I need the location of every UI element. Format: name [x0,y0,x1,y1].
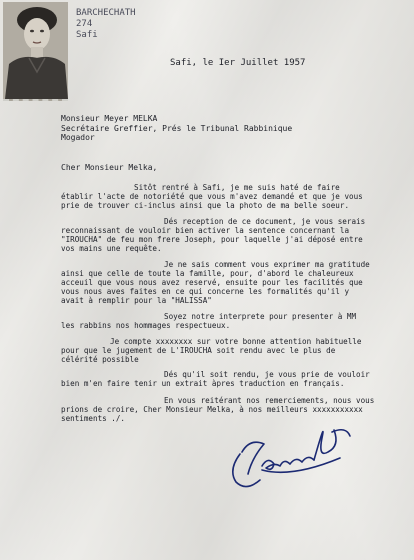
portrait-photo [3,2,68,101]
body-line: Sitôt rentré à Safi, je me suis haté de faire [134,183,340,192]
sender-block [76,8,136,41]
sender-name: BARCHECHATH [76,8,136,18]
body-line: vous nous aves faites en ce qui concerne les formalités qu'il y [61,287,350,296]
handwritten-signature [222,408,362,498]
body-line: sentiments ./. [61,414,126,423]
body-line: Je ne sais comment vous exprimer ma gratitude [164,260,370,269]
salutation: Cher Monsieur Melka, [61,163,158,172]
body-line: célérité possible [61,355,139,364]
body-line: acceuil que vous nous avez reservé, ensuite pour les facilités que [61,278,363,287]
body-line: prie de trouver ci-inclus ainsi que la photo de ma belle soeur. [61,201,350,210]
body-line: bien m'en faire tenir un extrait àpres traduction en français. [61,379,345,388]
body-line: En vous reitérant nos remerciements, nous vous [164,396,375,405]
body-line: avait à remplir pour la "HALISSA" [61,296,212,305]
body-line: prions de croire, Cher Monsieur Melka, à nos meilleurs xxxxxxxxxxx [61,405,363,414]
body-line: vos mains une requête. [61,244,162,253]
body-line: les rabbins nos hommages respectueux. [61,321,231,330]
body-line: reconnaissant de vouloir bien activer la sentence concernant la [61,226,350,235]
body-line: "IROUCHA" de feu mon frere Joseph, pour laquelle j'ai déposé entre [61,235,363,244]
recipient-city: Mogador [61,133,95,142]
sender-city: Safi [76,30,98,40]
recipient-block [61,114,292,143]
body-line: ainsi que celle de toute la famille, pour, d'abord le chaleureux [61,269,354,278]
sender-number: 274 [76,19,93,29]
body-line: pour que le jugement de L'IROUCHA soit rendu avec le plus de [61,346,336,355]
body-line: Soyez notre interprete pour presenter à MM [164,312,357,321]
recipient-name: Monsieur Meyer MELKA [61,114,158,123]
body-line: établir l'acte de notoriété que vous m'avez demandé et que je vous [61,192,363,201]
body-line: Je compte xxxxxxxx sur votre bonne attention habituelle [110,337,362,346]
body-line: Dés reception de ce document, je vous serais [164,217,366,226]
date-line: Safi, le Ier Juillet 1957 [170,58,306,68]
body-line: Dés qu'il soit rendu, je vous prie de vouloir [164,370,370,379]
recipient-title: Secrétaire Greffier, Prés le Tribunal Rabbinique [61,123,293,133]
